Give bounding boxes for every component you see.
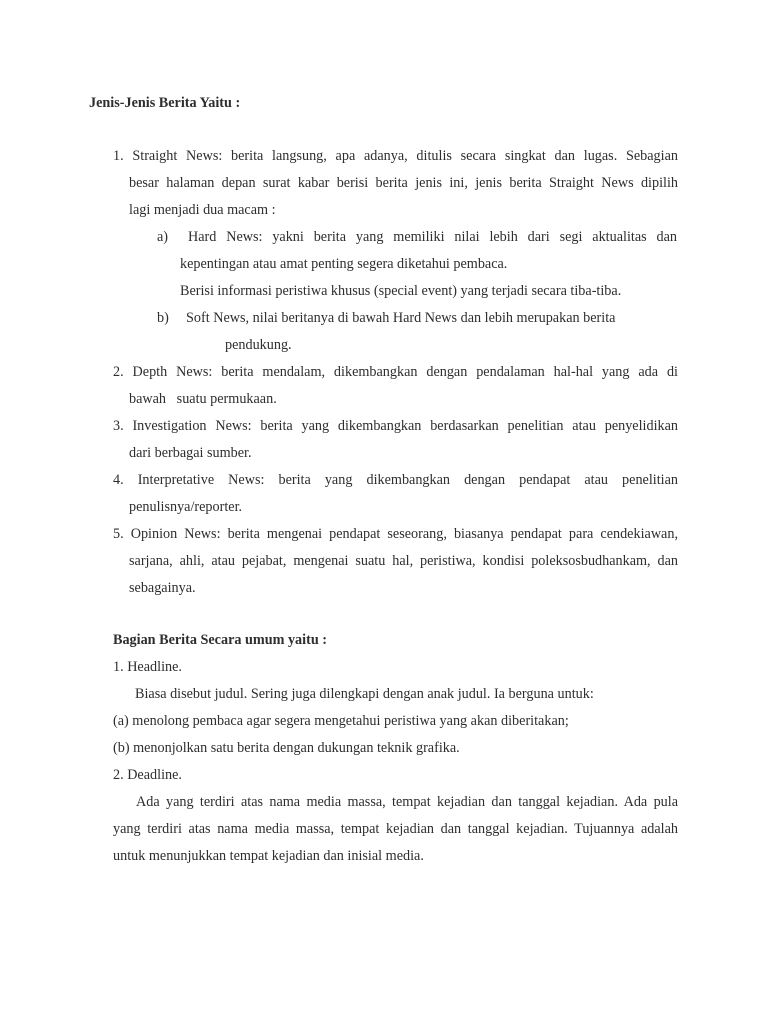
- deadline-description-line2: yang terdiri atas nama media massa, tempat kejadian dan tanggal kejadian. Tujuannya adalah: [113, 821, 678, 837]
- sub-item-hard-news-line2: kepentingan atau amat penting segera diketahui pembaca.: [180, 256, 508, 272]
- section-title-jenis-berita: Jenis-Jenis Berita Yaitu :: [89, 95, 241, 111]
- list-item-straight-news-line1: 1. Straight News: berita langsung, apa adanya, ditulis secara singkat dan lugas. Sebagian: [113, 148, 678, 164]
- list-item-depth-news-line1: 2. Depth News: berita mendalam, dikembangkan dengan pendalaman hal-hal yang ada di: [113, 364, 678, 380]
- list-item-opinion-news-line2: sarjana, ahli, atau pejabat, mengenai suatu hal, peristiwa, kondisi poleksosbudhankam, dan: [129, 553, 678, 569]
- list-item-interpretative-news-line2: penulisnya/reporter.: [129, 499, 243, 515]
- headline-label: 1. Headline.: [113, 659, 182, 675]
- sub-item-soft-news-line1: Soft News, nilai beritanya di bawah Hard News dan lebih merupakan berita: [186, 310, 616, 326]
- section-title-bagian-berita: Bagian Berita Secara umum yaitu :: [113, 632, 327, 648]
- sub-item-hard-news-line1: Hard News: yakni berita yang memiliki nilai lebih dari segi aktualitas dan: [188, 229, 677, 245]
- list-item-investigation-news-line2: dari berbagai sumber.: [129, 445, 252, 461]
- list-item-interpretative-news-line1: 4. Interpretative News: berita yang dikembangkan dengan pendapat atau penelitian: [113, 472, 678, 488]
- sub-item-marker-b: b): [157, 310, 169, 326]
- sub-item-soft-news-line2: pendukung.: [225, 337, 292, 353]
- list-item-investigation-news-line1: 3. Investigation News: berita yang dikembangkan berdasarkan penelitian atau penyelidikan: [113, 418, 678, 434]
- deadline-description-line1: Ada yang terdiri atas nama media massa, tempat kejadian dan tanggal kejadian. Ada pula: [136, 794, 678, 810]
- deadline-label: 2. Deadline.: [113, 767, 182, 783]
- list-item-straight-news-line3: lagi menjadi dua macam :: [129, 202, 276, 218]
- sub-item-hard-news-line3: Berisi informasi peristiwa khusus (special event) yang terjadi secara tiba-tiba.: [180, 283, 622, 299]
- headline-point-b: (b) menonjolkan satu berita dengan dukungan teknik grafika.: [113, 740, 460, 756]
- headline-description: Biasa disebut judul. Sering juga dilengkapi dengan anak judul. Ia berguna untuk:: [135, 686, 594, 702]
- headline-point-a: (a) menolong pembaca agar segera mengetahui peristiwa yang akan diberitakan;: [113, 713, 569, 729]
- deadline-description-line3: untuk menunjukkan tempat kejadian dan inisial media.: [113, 848, 424, 864]
- list-item-opinion-news-line3: sebagainya.: [129, 580, 196, 596]
- list-item-opinion-news-line1: 5. Opinion News: berita mengenai pendapat seseorang, biasanya pendapat para cendekiawan,: [113, 526, 678, 542]
- sub-item-marker-a: a): [157, 229, 169, 245]
- list-item-straight-news-line2: besar halaman depan surat kabar berisi berita jenis ini, jenis berita Straight News dipilih: [129, 175, 678, 191]
- list-item-depth-news-line2: bawah suatu permukaan.: [129, 391, 277, 407]
